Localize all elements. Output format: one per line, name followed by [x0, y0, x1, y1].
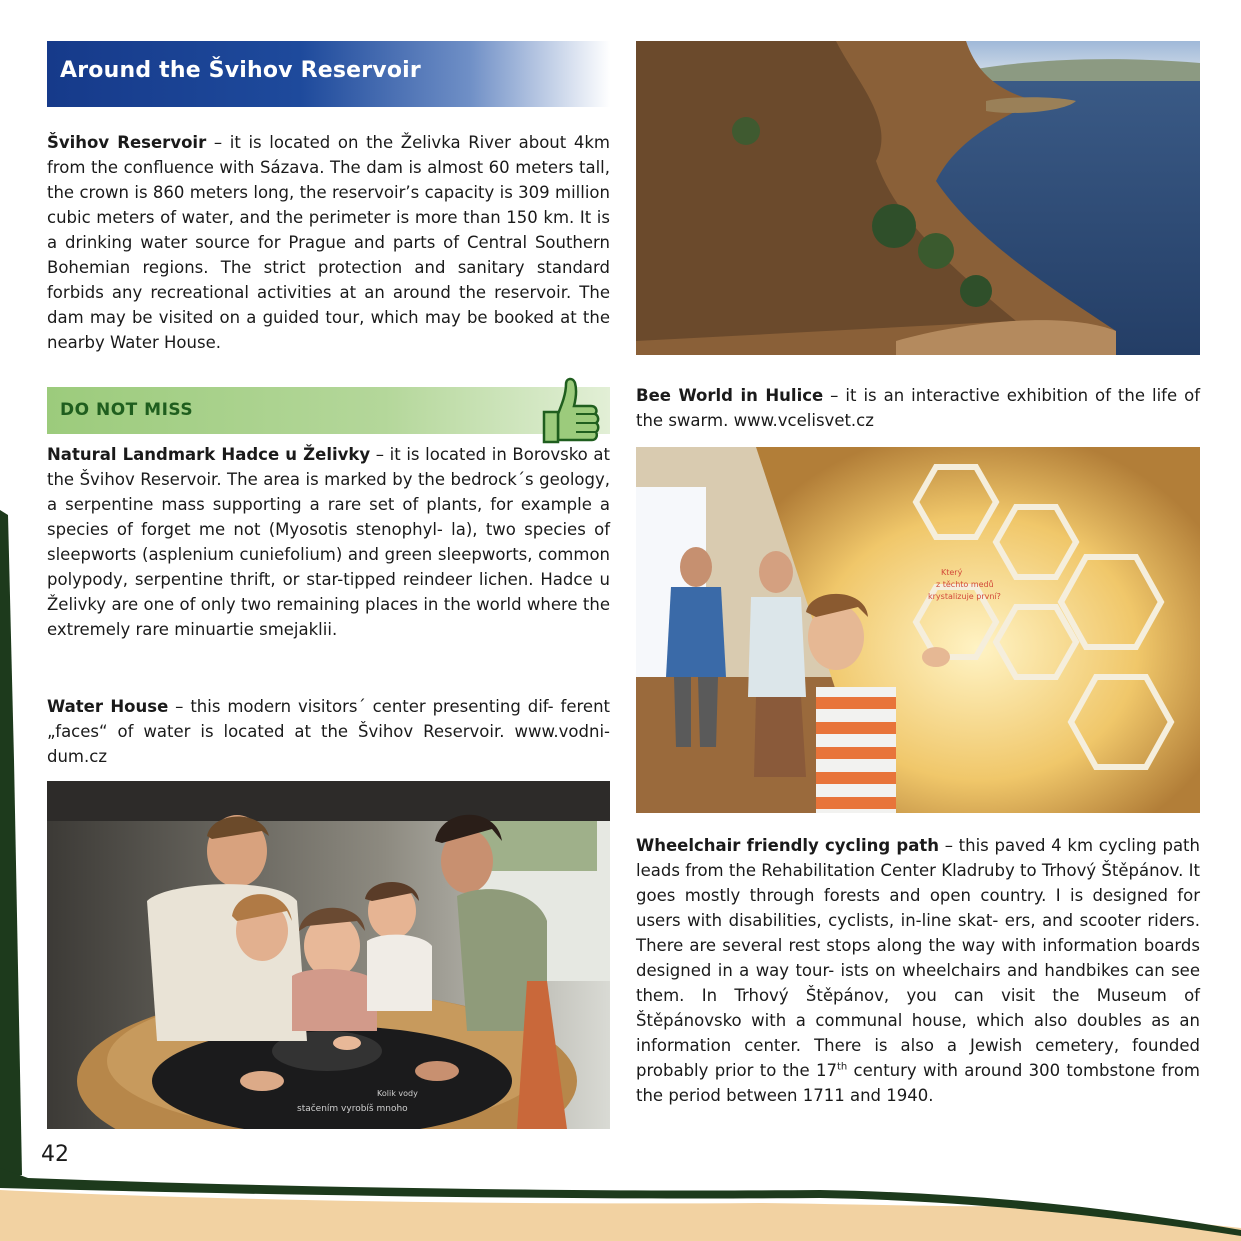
bee-panel-text-1: Který	[941, 568, 963, 577]
water-house-paragraph	[47, 694, 610, 769]
water-house-lead: Water House	[47, 697, 169, 716]
do-not-miss-title: DO NOT MISS	[60, 400, 194, 420]
frame-dark-left	[0, 510, 22, 1178]
cycling-paragraph	[636, 833, 1200, 1108]
cycling-lead: Wheelchair friendly cycling path	[636, 836, 939, 855]
reservoir-photo	[636, 41, 1200, 355]
hadce-paragraph	[47, 442, 610, 642]
hadce-lead: Natural Landmark Hadce u Želivky	[47, 445, 371, 464]
intro-lead: Švihov Reservoir	[47, 133, 207, 152]
cycling-text-b: century with around 300 tombstone from the period between 1711 and 1940.	[636, 1061, 1200, 1105]
intro-text: – it is located on the Želivka River about 4km from the confluence with Sázava. The dam is almost 60 meters tall, the crown is 860 meters long, the reservoir’s capacity is 309 million cubic meters of water, and the perimeter is more than 150 km. It is a drinking water source for Prague and parts of Central Southern Bohemian regions. The strict protection and sanitary standard forbids any recreational activities at an around the reservoir. The dam may be visited on a guided tour, which may be booked at the nearby Water House.	[47, 133, 610, 352]
exhibit-table-text-2: Kolik vody	[377, 1089, 418, 1098]
bee-panel-text-2: z těchto medů	[936, 580, 994, 589]
cycling-sup: th	[836, 1061, 848, 1073]
bee-world-text: – it is an interactive exhibition of the life of the swarm. www.vcelisvet.cz	[636, 386, 1201, 430]
intro-paragraph	[47, 130, 610, 355]
bee-world-photo	[636, 447, 1200, 813]
bee-world-paragraph	[636, 383, 1200, 433]
page-number: 42	[41, 1142, 69, 1167]
do-not-miss-band	[47, 387, 610, 434]
hadce-text: – it is located in Borovsko at the Švihov Reservoir. The area is marked by the bedrock´s geology, a serpentine mass supporting a rare set of plants, for example a species of forget me not (Myosotis stenophyl- la), two species of sleepworts (asplenium cuniefolium) and green sleepworts, common polypody, serpentine thrift, or star-tipped reindeer lichen. Hadce u Želivky are one of only two remaining places in the world where the extremely rare minuartie smejaklii.	[47, 445, 610, 639]
cycling-text-a: – this paved 4 km cycling path leads from the Rehabilitation Center Kladruby to Trhový Štěpánov. It goes mostly through forests and open country. I is designed for users with disabilities, cyclists, in-line skat- ers, and scooter riders. There are several rest stops along the way with information boards designed in a way tour- ists on wheelchairs and handbikes can see them. In Trhový Štěpánov, you can visit the Museum of Štěpánovsko with a communal house, which also doubles as an information center. There is also a Jewish cemetery, founded probably prior to the 17	[636, 836, 1200, 1080]
section-header	[47, 41, 610, 107]
thumbs-up-icon	[528, 374, 600, 444]
bee-panel-text-3: krystalizuje první?	[928, 592, 1001, 601]
section-title: Around the Švihov Reservoir	[60, 58, 421, 83]
exhibit-table-text-1: stačením vyrobíš mnoho	[297, 1104, 408, 1114]
water-house-photo	[47, 781, 610, 1129]
bee-world-lead: Bee World in Hulice	[636, 386, 824, 405]
water-house-text: – this modern visitors´ center presenting dif- ferent „faces“ of water is located at the Švihov Reservoir. www.vodni-dum.cz	[47, 697, 610, 766]
